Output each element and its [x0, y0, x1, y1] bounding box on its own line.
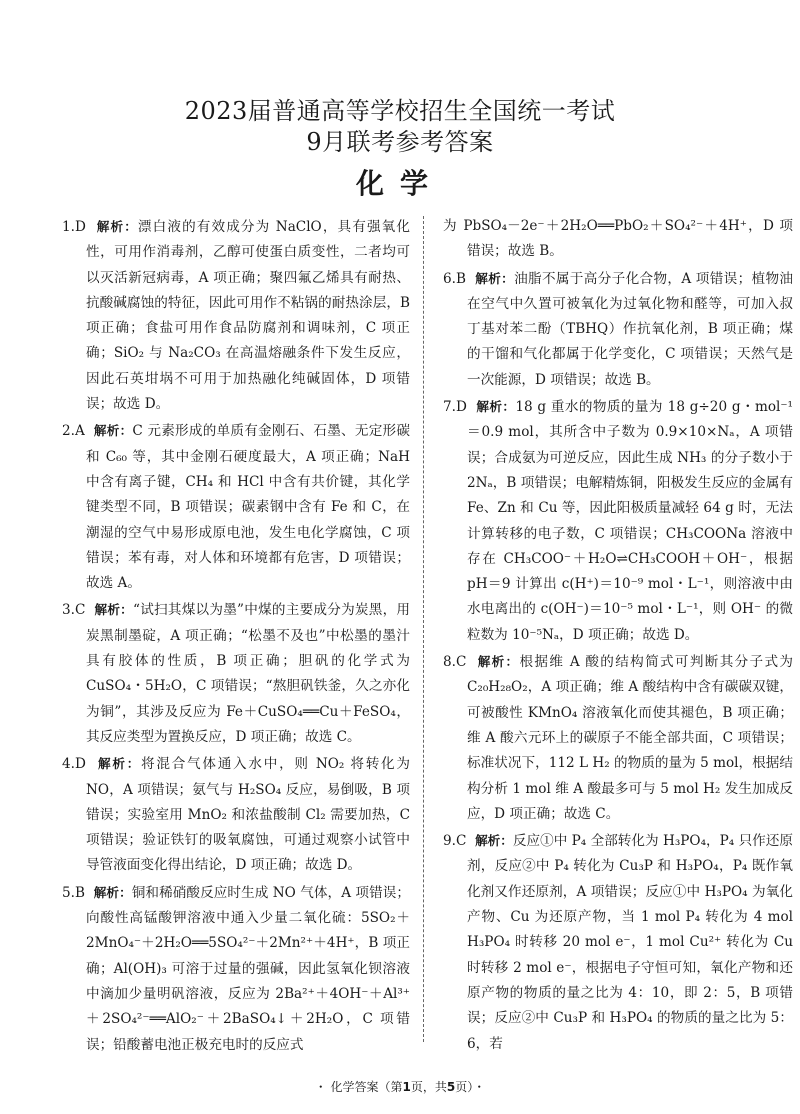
analysis-label: 解析：	[96, 219, 138, 234]
answer-item-5	[62, 880, 410, 1058]
answer-text: 为 PbSO₄－2e⁻＋2H₂O══PbO₂＋SO₄²⁻＋4H⁺，D 项错误；故选 B。	[443, 218, 793, 260]
analysis-label: 解析：	[93, 884, 132, 900]
footer-page-number: 1	[402, 1080, 411, 1094]
answer-number: 8.C	[443, 654, 467, 671]
answer-item-6	[443, 266, 793, 393]
answer-item-5-continued	[443, 214, 793, 265]
answer-number: 7.D	[443, 399, 467, 416]
analysis-label: 解析：	[477, 654, 520, 670]
page-footer	[0, 1078, 800, 1095]
answer-number: 4.D	[62, 756, 86, 773]
analysis-label: 解析：	[94, 602, 134, 618]
footer-middle: 页，共	[410, 1080, 447, 1094]
exam-title-line2: 9月联考参考答案	[306, 128, 494, 156]
analysis-label: 解析：	[475, 833, 513, 849]
footer-prefix: ・ 化学答案（第	[314, 1080, 403, 1094]
analysis-label: 解析：	[98, 756, 142, 772]
answer-item-2	[62, 418, 410, 596]
answer-number: 3.C	[62, 602, 86, 619]
answer-text: 漂白液的有效成分为 NaClO，具有强氧化性，可用作消毒剂，乙醇可使蛋白质变性，二者均可以灭活新冠病毒，A 项正确；聚四氟乙烯具有耐热、抗酸碱腐蚀的特征，因此可用作不粘锅的耐热涂层，B 项正确；食盐可用作食品防腐剂和调味剂，C 项正确；SiO₂ 与 Na₂CO₃ 在高温熔融条件下发生反应，因此石英坩埚不可用于加热融化纯碱固体，D 项错误；故选 D。	[86, 219, 410, 413]
answer-item-4	[62, 751, 410, 878]
answer-item-3	[62, 597, 410, 750]
answer-number: 6.B	[443, 270, 466, 287]
exam-title-line1: 2023届普通高等学校招生全国统一考试	[184, 97, 616, 125]
answer-number: 5.B	[62, 884, 85, 901]
answer-text: 将混合气体通入水中，则 NO₂ 将转化为 NO，A 项错误；氨气与 H₂SO₄ 反应，易倒吸，B 项错误；实验室用 MnO₂ 和浓盐酸制 Cl₂ 需要加热，C 项错误；验证铁钉的吸氧腐蚀，可通过观察小试管中导管液面变化得出结论，D 项正确；故选 D。	[86, 756, 410, 874]
answer-number: 9.C	[443, 833, 467, 850]
answer-text: C 元素形成的单质有金刚石、石墨、无定形碳和 C₆₀ 等，其中金刚石硬度最大，A 项正确；NaH 中含有离子键，CH₄ 和 HCl 中含有共价键，其化学键类型不同，B 项错误；碳素钢中含有 Fe 和 C，在潮湿的空气中易形成原电池，发生电化学腐蚀，C 项错误；苯有毒，对人体和环境都有危害，D 项错误；故选 A。	[86, 423, 410, 592]
answer-text: 18 g 重水的物质的量为 18 g÷20 g・mol⁻¹＝0.9 mol，其所含中子数为 0.9×10×Nₐ，A 项错误；合成氨为可逆反应，因此生成 NH₃ 的分子数小于 2Nₐ，B 项错误；电解精炼铜，阳极发生反应的金属有 Fe、Zn 和 Cu 等，因此阳极质量减轻 64 g 时，无法计算转移的电子数，C 项错误；CH₃COONa 溶液中存在 CH₃COO⁻＋H₂O⇌CH₃COOH＋OH⁻，根据 pH＝9 计算出 c(H⁺)＝10⁻⁹ mol・L⁻¹，则溶液中由水电离出的 c(OH⁻)＝10⁻⁵ mol・L⁻¹，则 OH⁻ 的微粒数为 10⁻⁵Nₐ，D 项正确；故选 D。	[467, 399, 793, 643]
analysis-label: 解析：	[476, 399, 516, 415]
column-divider	[423, 216, 424, 1042]
answer-item-9	[443, 828, 793, 1057]
answer-number: 1.D	[62, 219, 86, 235]
answer-text: “试扫其煤以为墨”中煤的主要成分为炭黑，用炭黑制墨碇，A 项正确；“松墨不及也”中松墨的墨汁具有胶体的性质，B 项正确；胆矾的化学式为 CuSO₄・5H₂O，C 项错误；“熬胆矾铁釜，久之亦化为铜”，其涉及反应为 Fe＋CuSO₄══Cu＋FeSO₄，其反应类型为置换反应，D 项正确；故选 C。	[86, 602, 410, 745]
answer-text: 油脂不属于高分子化合物，A 项错误；植物油在空气中久置可被氧化为过氧化物和醛等，可加入叔丁基对苯二酚（TBHQ）作抗氧化剂，B 项正确；煤的干馏和气化都属于化学变化，C 项错误；天然气是一次能源，D 项错误；故选 B。	[467, 270, 793, 388]
subject-heading: 化学	[355, 167, 444, 200]
footer-total-pages: 5	[446, 1080, 456, 1094]
answer-text: 铜和稀硝酸反应时生成 NO 气体，A 项错误；向酸性高锰酸钾溶液中通入少量二氧化硫：5SO₂＋2MnO₄⁻＋2H₂O══5SO₄²⁻＋2Mn²⁺＋4H⁺，B 项正确；Al(OH)₃ 可溶于过量的强碱，因此氢氧化钡溶液中滴加少量明矾溶液，反应为 2Ba²⁺＋4OH⁻＋Al³⁺＋2SO₄²⁻══AlO₂⁻＋2BaSO₄↓＋2H₂O，C 项错误；铅酸蓄电池正极充电时的反应式	[86, 884, 411, 1053]
answer-number: 2.A	[62, 423, 85, 440]
right-column	[443, 214, 793, 1058]
answer-text: 反应①中 P₄ 全部转化为 H₃PO₄，P₄ 只作还原剂，反应②中 P₄ 转化为 Cu₃P 和 H₃PO₄，P₄ 既作氧化剂又作还原剂，A 项错误；反应①中 H₃PO₄ 为氧化产物、Cu 为还原产物，当 1 mol P₄ 转化为 4 mol H₃PO₄ 时转移 20 mol e⁻，1 mol Cu²⁺ 转化为 Cu 时转移 2 mol e⁻，根据电子守恒可知，氧化产物和还原产物的物质的量之比为 4：10，即 2：5，B 项错误；反应②中 Cu₃P 和 H₃PO₄ 的物质的量之比为 5：6，若	[467, 833, 793, 1052]
answer-text: 根据维 A 酸的结构简式可判断其分子式为 C₂₀H₂₈O₂，A 项正确；维 A 酸结构中含有碳碳双键，可被酸性 KMnO₄ 溶液氧化而使其褪色，B 项正确；维 A 酸六元环上的碳原子不能全部共面，C 项错误；标准状况下，112 L H₂ 的物质的量为 5 mol，根据结构分析 1 mol 维 A 酸最多可与 5 mol H₂ 发生加成反应，D 项正确；故选 C。	[467, 654, 793, 822]
answer-item-1	[62, 214, 410, 417]
answer-item-7	[443, 394, 793, 648]
analysis-label: 解析：	[475, 270, 515, 286]
left-column	[62, 214, 410, 1059]
footer-suffix: 页）・	[455, 1080, 486, 1094]
answer-item-8	[443, 649, 793, 827]
analysis-label: 解析：	[93, 423, 133, 439]
